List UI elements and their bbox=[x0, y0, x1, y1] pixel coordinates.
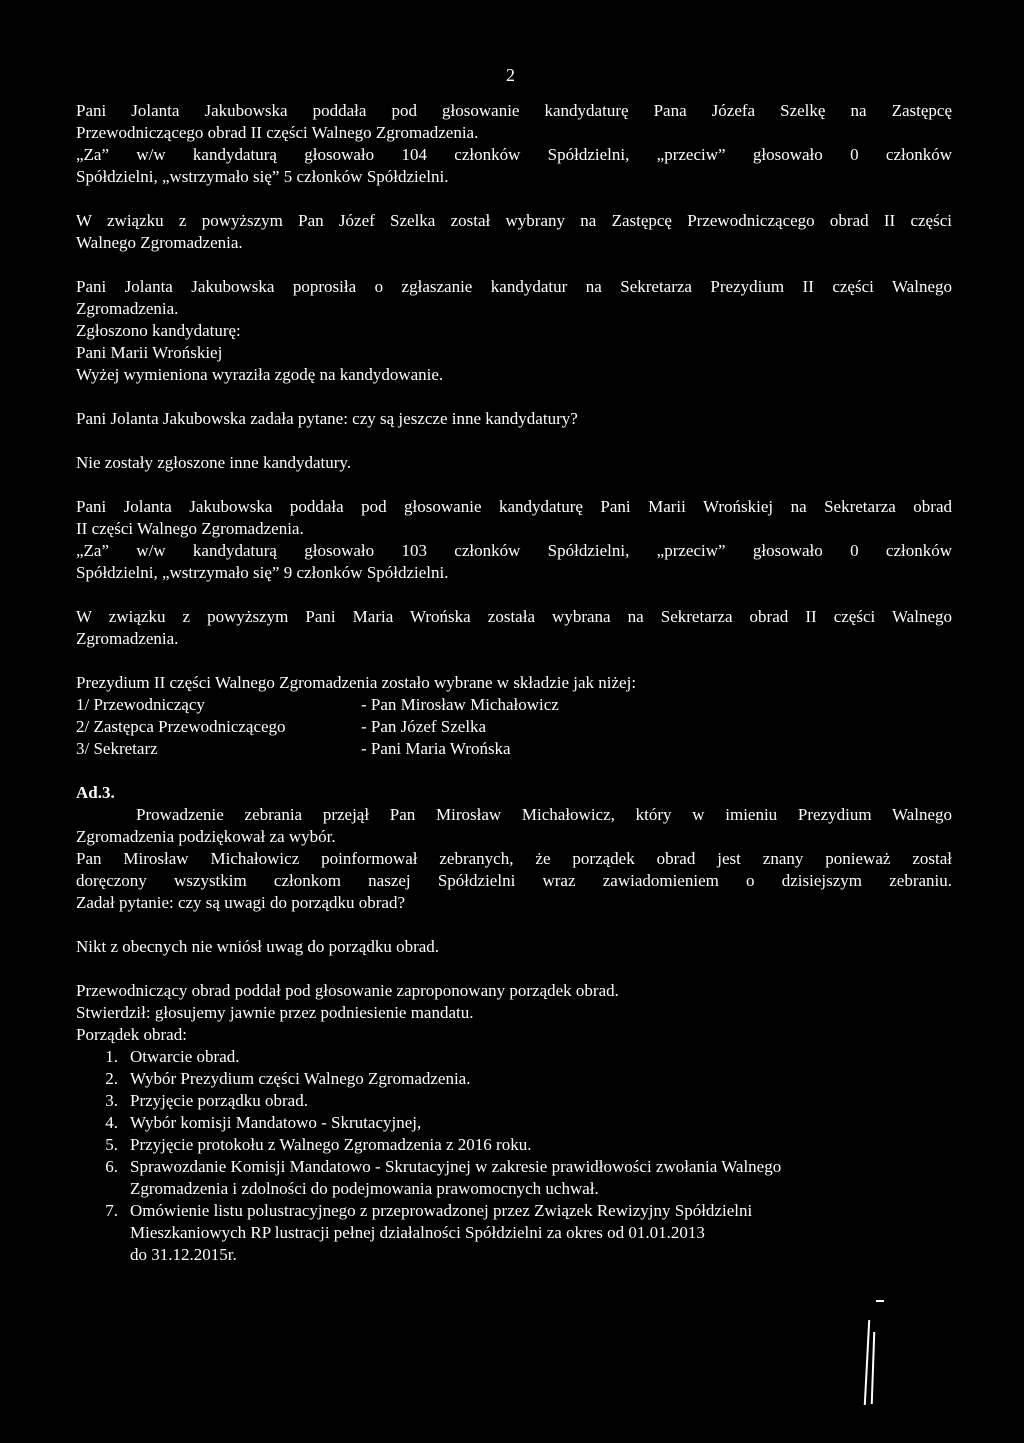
paragraph-line: Spółdzielni, „wstrzymało się” 9 członków Spółdzielni. bbox=[76, 563, 449, 582]
presidium-role: 2/ Zastępca Przewodniczącego bbox=[76, 717, 286, 736]
paragraph-line: W związku z powyższym Pan Józef Szelka został wybrany na Zastępcę Przewodniczącego obrad II części bbox=[76, 211, 952, 230]
agenda-text: Przyjęcie protokołu z Walnego Zgromadzenia z 2016 roku. bbox=[130, 1135, 532, 1154]
agenda-number: 6. bbox=[105, 1157, 118, 1176]
agenda-number: 1. bbox=[105, 1047, 118, 1066]
paragraph-line: Prowadzenie zebrania przejął Pan Mirosław Michałowicz, który w imieniu Prezydium Walnego bbox=[136, 805, 952, 824]
presidium-intro: Prezydium II części Walnego Zgromadzenia zostało wybrane w składzie jak niżej: bbox=[76, 673, 637, 692]
agenda-item bbox=[76, 1134, 952, 1156]
paragraph-line: Wyżej wymieniona wyraziła zgodę na kandydowanie. bbox=[76, 365, 444, 384]
agenda-item bbox=[76, 1068, 952, 1090]
section-heading-ad3: Ad.3. bbox=[76, 783, 115, 802]
paragraph-line: Zadał pytanie: czy są uwagi do porządku obrad? bbox=[76, 893, 406, 912]
agenda-text: Wybór Prezydium części Walnego Zgromadzenia. bbox=[130, 1069, 471, 1088]
paragraph-line: Nie zostały zgłoszone inne kandydatury. bbox=[76, 453, 352, 472]
paragraph-line: Zgromadzenia podziękował za wybór. bbox=[76, 827, 336, 846]
presidium-row bbox=[76, 716, 952, 738]
paragraph-line: II części Walnego Zgromadzenia. bbox=[76, 519, 304, 538]
paragraph-line: „Za” w/w kandydaturą głosowało 103 członków Spółdzielni, „przeciw” głosowało 0 członków bbox=[76, 541, 952, 560]
agenda-text: Omówienie listu polustracyjnego z przeprowadzonej przez Związek Rewizyjny Spółdzielni bbox=[130, 1201, 753, 1220]
agenda-text: Zgromadzenia i zdolności do podejmowania prawomocnych uchwał. bbox=[130, 1179, 599, 1198]
agenda-text: Przyjęcie porządku obrad. bbox=[130, 1091, 308, 1110]
agenda-item bbox=[76, 1112, 952, 1134]
paragraph-line: Pani Jolanta Jakubowska poddała pod głosowanie kandydaturę Pani Marii Wrońskiej na Sekretarza obrad bbox=[76, 497, 952, 516]
agenda-item bbox=[76, 1200, 952, 1266]
presidium-person: - Pan Mirosław Michałowicz bbox=[361, 695, 559, 714]
presidium-person: - Pan Józef Szelka bbox=[361, 717, 487, 736]
handwritten-mark bbox=[864, 1320, 870, 1405]
agenda-item bbox=[76, 1156, 952, 1200]
paragraph-line: „Za” w/w kandydaturą głosowało 104 członków Spółdzielni, „przeciw” głosowało 0 członków bbox=[76, 145, 952, 164]
agenda-text: Wybór komisji Mandatowo - Skrutacyjnej, bbox=[130, 1113, 422, 1132]
paragraph-line: Walnego Zgromadzenia. bbox=[76, 233, 243, 252]
paragraph-line: doręczony wszystkim członkom naszej Spółdzielni wraz zawiadomieniem o dzisiejszym zebraniu. bbox=[76, 871, 952, 890]
agenda-text: Mieszkaniowych RP lustracji pełnej działalności Spółdzielni za okres od 01.01.2013 bbox=[130, 1223, 705, 1242]
agenda-number: 7. bbox=[105, 1201, 118, 1220]
paragraph-line: Pani Marii Wrońskiej bbox=[76, 343, 223, 362]
paragraph-line: Zgromadzenia. bbox=[76, 299, 179, 318]
agenda-number: 2. bbox=[105, 1069, 118, 1088]
paragraph-line: Pani Jolanta Jakubowska poddała pod głosowanie kandydaturę Pana Józefa Szelkę na Zastępcę bbox=[76, 101, 952, 120]
presidium-role: 3/ Sekretarz bbox=[76, 739, 158, 758]
agenda-number: 3. bbox=[105, 1091, 118, 1110]
paragraph-line: Stwierdził: głosujemy jawnie przez podniesienie mandatu. bbox=[76, 1003, 474, 1022]
agenda-item bbox=[76, 1090, 952, 1112]
agenda-text: Otwarcie obrad. bbox=[130, 1047, 240, 1066]
agenda-number: 4. bbox=[105, 1113, 118, 1132]
presidium-person: - Pani Maria Wrońska bbox=[361, 739, 511, 758]
handwritten-mark bbox=[876, 1300, 884, 1302]
handwritten-mark bbox=[871, 1332, 876, 1404]
paragraph-line: Spółdzielni, „wstrzymało się” 5 członków Spółdzielni. bbox=[76, 167, 449, 186]
paragraph-line: Zgromadzenia. bbox=[76, 629, 179, 648]
paragraph-line: W związku z powyższym Pani Maria Wrońska została wybrana na Sekretarza obrad II części Walnego bbox=[76, 607, 952, 626]
paragraph-line: Pani Jolanta Jakubowska poprosiła o zgłaszanie kandydatur na Sekretarza Prezydium II części Walnego bbox=[76, 277, 952, 296]
agenda-heading: Porządek obrad: bbox=[76, 1025, 187, 1044]
paragraph-line: Przewodniczącego obrad II części Walnego Zgromadzenia. bbox=[76, 123, 479, 142]
document-body bbox=[76, 100, 952, 1266]
paragraph-line: Nikt z obecnych nie wniósł uwag do porządku obrad. bbox=[76, 937, 440, 956]
page-number: 2 bbox=[506, 65, 515, 85]
agenda-number: 5. bbox=[105, 1135, 118, 1154]
paragraph-line: Przewodniczący obrad poddał pod głosowanie zaproponowany porządek obrad. bbox=[76, 981, 619, 1000]
paragraph-line: Pan Mirosław Michałowicz poinformował zebranych, że porządek obrad jest znany ponieważ został bbox=[76, 849, 952, 868]
agenda-item bbox=[76, 1046, 952, 1068]
agenda-text: Sprawozdanie Komisji Mandatowo - Skrutacyjnej w zakresie prawidłowości zwołania Walnego bbox=[130, 1157, 782, 1176]
presidium-row bbox=[76, 738, 952, 760]
agenda-list bbox=[76, 1046, 952, 1266]
presidium-row bbox=[76, 694, 952, 716]
agenda-text: do 31.12.2015r. bbox=[130, 1245, 237, 1264]
paragraph-line: Zgłoszono kandydaturę: bbox=[76, 321, 241, 340]
presidium-role: 1/ Przewodniczący bbox=[76, 695, 205, 714]
paragraph-line: Pani Jolanta Jakubowska zadała pytane: czy są jeszcze inne kandydatury? bbox=[76, 409, 578, 428]
